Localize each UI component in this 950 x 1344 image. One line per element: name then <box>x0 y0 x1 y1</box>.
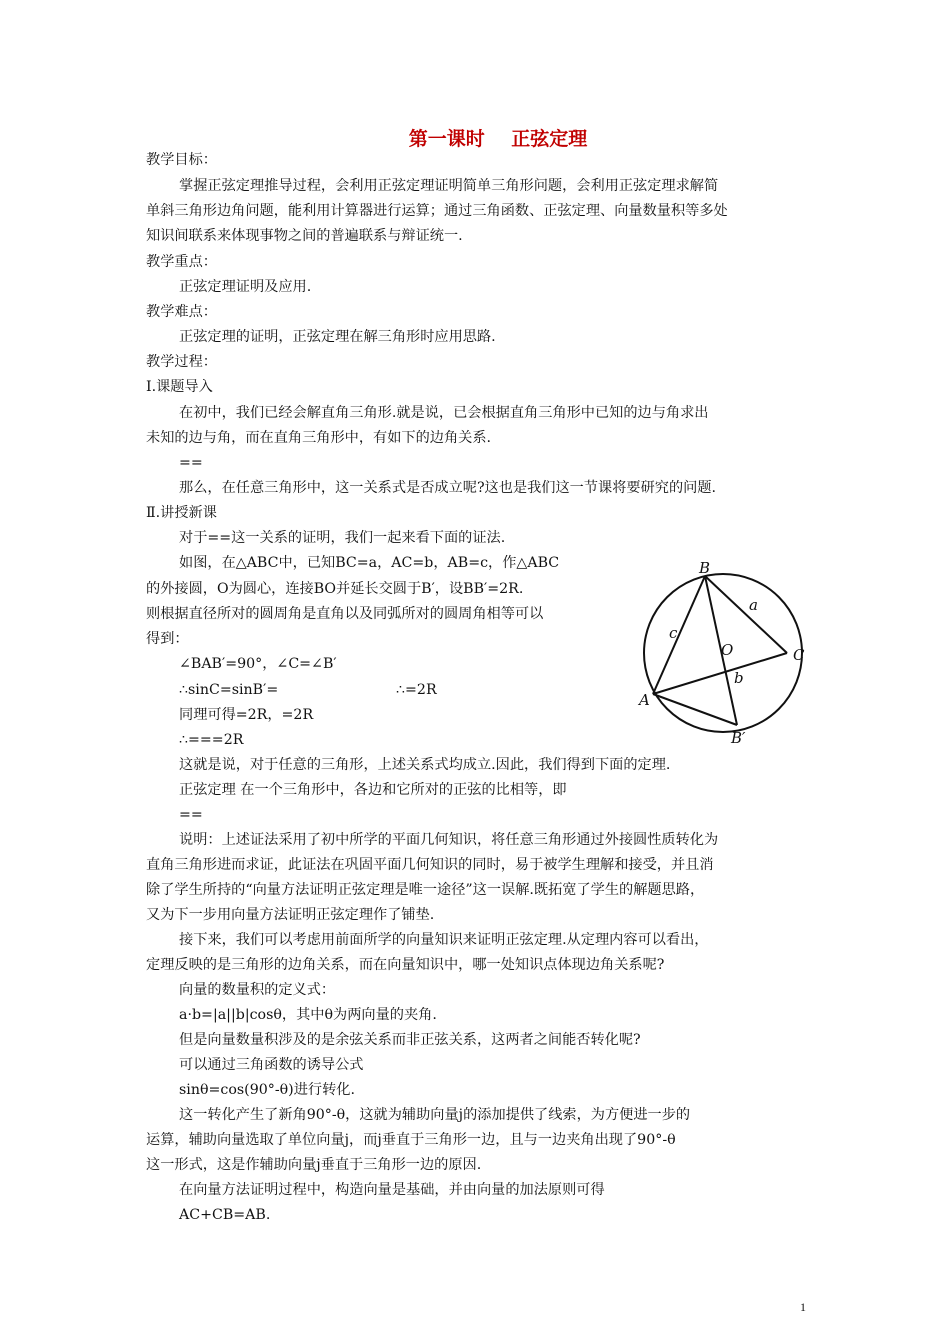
text-line: 知识间联系来体现事物之间的普遍联系与辩证统一. <box>146 228 463 244</box>
label-a: a <box>749 596 758 614</box>
label-c: c <box>669 624 678 642</box>
text-line: 这一形式，这是作辅助向量j垂直于三角形一边的原因. <box>146 1157 482 1173</box>
page-title: 第一课时 正弦定理 <box>408 128 588 150</box>
text-line: == <box>179 455 203 471</box>
text-line: 在向量方法证明过程中，构造向量是基础，并由向量的加法原则可得 <box>179 1182 605 1198</box>
text-line: 定理反映的是三角形的边角关系，而在向量知识中，哪一处知识点体现边角关系呢? <box>146 957 665 973</box>
text-line: 掌握正弦定理推导过程，会利用正弦定理证明简单三角形问题，会利用正弦定理求解简 <box>179 178 719 194</box>
circumcircle-figure <box>635 560 815 745</box>
text-line: 正弦定理证明及应用. <box>179 279 312 295</box>
text-line: 向量的数量积的定义式： <box>179 982 336 998</box>
text-line: 那么，在任意三角形中，这一关系式是否成立呢?这也是我们这一节课将要研究的问题. <box>179 480 717 496</box>
text-line: 又为下一步用向量方法证明正弦定理作了铺垫. <box>146 907 435 923</box>
text-line: 单斜三角形边角问题，能利用计算器进行运算；通过三角函数、正弦定理、向量数量积等多处 <box>146 203 728 219</box>
text-line: ∴===2R <box>179 732 244 748</box>
text-line: 的外接圆，O为圆心，连接BO并延长交圆于B′，设BB′=2R. <box>146 581 524 597</box>
text-line: ∴=2R <box>396 682 437 698</box>
text-line: 教学难点： <box>146 304 217 320</box>
text-line: 但是向量数量积涉及的是余弦关系而非正弦关系，这两者之间能否转化呢? <box>179 1032 641 1048</box>
text-line: Ⅱ.讲授新课 <box>146 505 217 521</box>
text-line: 正弦定理的证明，正弦定理在解三角形时应用思路. <box>179 329 496 345</box>
side-a <box>705 576 787 653</box>
text-line: 教学目标： <box>146 152 217 168</box>
text-line: 教学重点： <box>146 254 217 270</box>
text-line: 这一转化产生了新角90°-θ，这就为辅助向量j的添加提供了线索，为方便进一步的 <box>179 1107 691 1123</box>
chord-ab <box>653 694 737 725</box>
text-line: 这就是说，对于任意的三角形，上述关系式均成立.因此，我们得到下面的定理. <box>179 757 671 773</box>
text-line: ∠BAB′=90°，∠C=∠B′ <box>179 656 337 672</box>
label-b: b <box>734 669 744 687</box>
text-line: 直角三角形进而求证，此证法在巩固平面几何知识的同时，易于被学生理解和接受，并且消 <box>146 857 714 873</box>
text-line: ∴sinC=sinB′= <box>179 682 279 698</box>
label-B-prime: B′ <box>731 729 746 745</box>
side-c <box>653 576 705 694</box>
label-C: C <box>793 646 805 664</box>
text-line: sinθ=cos(90°-θ)进行转化. <box>179 1082 355 1098</box>
text-line: 可以通过三角函数的诱导公式 <box>179 1057 364 1073</box>
label-O: O <box>721 641 734 659</box>
text-line: 教学过程： <box>146 354 217 370</box>
text-line: 正弦定理 在一个三角形中，各边和它所对的正弦的比相等，即 <box>179 782 567 798</box>
side-b <box>653 653 787 694</box>
text-line: 如图，在△ABC中，已知BC=a，AC=b，AB=c，作△ABC <box>179 555 560 571</box>
text-line: 说明：上述证法采用了初中所学的平面几何知识，将任意三角形通过外接圆性质转化为 <box>179 832 719 848</box>
text-line: Ⅰ.课题导入 <box>146 379 213 395</box>
text-line: AC+CB=AB. <box>179 1207 271 1223</box>
text-line: 对于==这一关系的证明，我们一起来看下面的证法. <box>179 530 506 546</box>
text-line: 则根据直径所对的圆周角是直角以及同弧所对的圆周角相等可以 <box>146 606 544 622</box>
text-line: == <box>179 807 203 823</box>
label-A: A <box>639 691 650 709</box>
text-line: a·b=|a||b|cosθ，其中θ为两向量的夹角. <box>179 1007 437 1023</box>
text-line: 运算，辅助向量选取了单位向量j，而j垂直于三角形一边，且与一边夹角出现了90°-θ <box>146 1132 676 1148</box>
text-line: 除了学生所持的“向量方法证明正弦定理是唯一途径”这一误解.既拓宽了学生的解题思路， <box>146 882 705 898</box>
text-line: 接下来，我们可以考虑用前面所学的向量知识来证明正弦定理.从定理内容可以看出， <box>179 932 709 948</box>
page-number: 1 <box>800 1300 806 1314</box>
text-line: 得到： <box>146 631 189 647</box>
label-B: B <box>699 560 711 577</box>
text-line: 未知的边与角，而在直角三角形中，有如下的边角关系. <box>146 430 492 446</box>
text-line: 同理可得=2R，=2R <box>179 707 314 723</box>
text-line: 在初中，我们已经会解直角三角形.就是说，已会根据直角三角形中已知的边与角求出 <box>179 405 709 421</box>
